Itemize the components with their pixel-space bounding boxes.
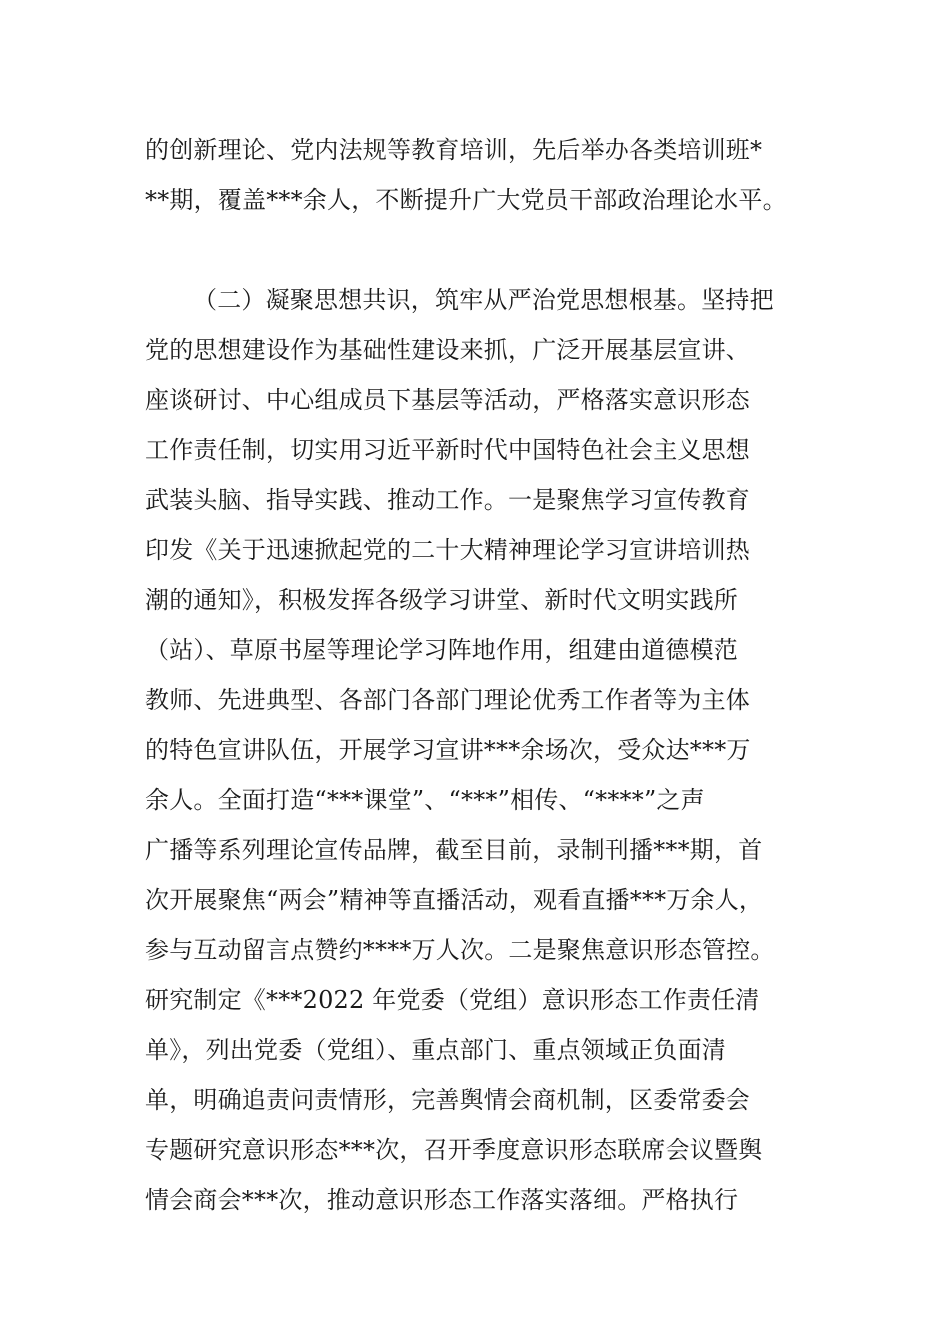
paragraph-line: 参与互动留言点赞约****万人次。二是聚焦意识形态管控。 — [145, 936, 775, 964]
paragraph-line: 单，明确追责问责情形，完善舆情会商机制，区委常委会 — [145, 1086, 750, 1114]
paragraph-line: 单》，列出党委（党组）、重点部门、重点领域正负面清 — [145, 1036, 726, 1064]
paragraph-line: 武装头脑、指导实践、推动工作。一是聚焦学习宣传教育 — [145, 486, 750, 514]
paragraph-line: 广播等系列理论宣传品牌，截至目前，录制刊播***期，首 — [145, 836, 763, 864]
paragraph-line: 教师、先进典型、各部门各部门理论优秀工作者等为主体 — [145, 686, 750, 714]
paragraph-line: 研究制定《***2022 年党委（党组）意识形态工作责任清 — [145, 986, 760, 1014]
paragraph-line: 专题研究意识形态***次，召开季度意识形态联席会议暨舆 — [145, 1136, 763, 1164]
paragraph-line: 次开展聚焦“两会”精神等直播活动，观看直播***万余人， — [145, 886, 764, 914]
paragraph-line: **期，覆盖***余人，不断提升广大党员干部政治理论水平。 — [145, 186, 787, 214]
paragraph-line: （二）凝聚思想共识，筑牢从严治党思想根基。坚持把 — [193, 286, 774, 314]
paragraph-line: 工作责任制，切实用习近平新时代中国特色社会主义思想 — [145, 436, 750, 464]
paragraph-line: 潮的通知》，积极发挥各级学习讲堂、新时代文明实践所 — [145, 586, 738, 614]
paragraph-line: 的特色宣讲队伍，开展学习宣讲***余场次，受众达***万 — [145, 736, 751, 764]
paragraph-line: 座谈研讨、中心组成员下基层等活动，严格落实意识形态 — [145, 386, 750, 414]
paragraph-line: 党的思想建设作为基础性建设来抓，广泛开展基层宣讲、 — [145, 336, 750, 364]
paragraph-line: 余人。全面打造“***课堂”、“***”相传、“****”之声 — [145, 786, 705, 814]
paragraph-line: 印发《关于迅速掀起党的二十大精神理论学习宣讲培训热 — [145, 536, 750, 564]
paragraph-line: 的创新理论、党内法规等教育培训，先后举办各类培训班* — [145, 136, 763, 164]
paragraph-line: 情会商会***次，推动意识形态工作落实落细。严格执行 — [145, 1186, 739, 1214]
paragraph-line: （站）、草原书屋等理论学习阵地作用，组建由道德模范 — [145, 636, 738, 664]
